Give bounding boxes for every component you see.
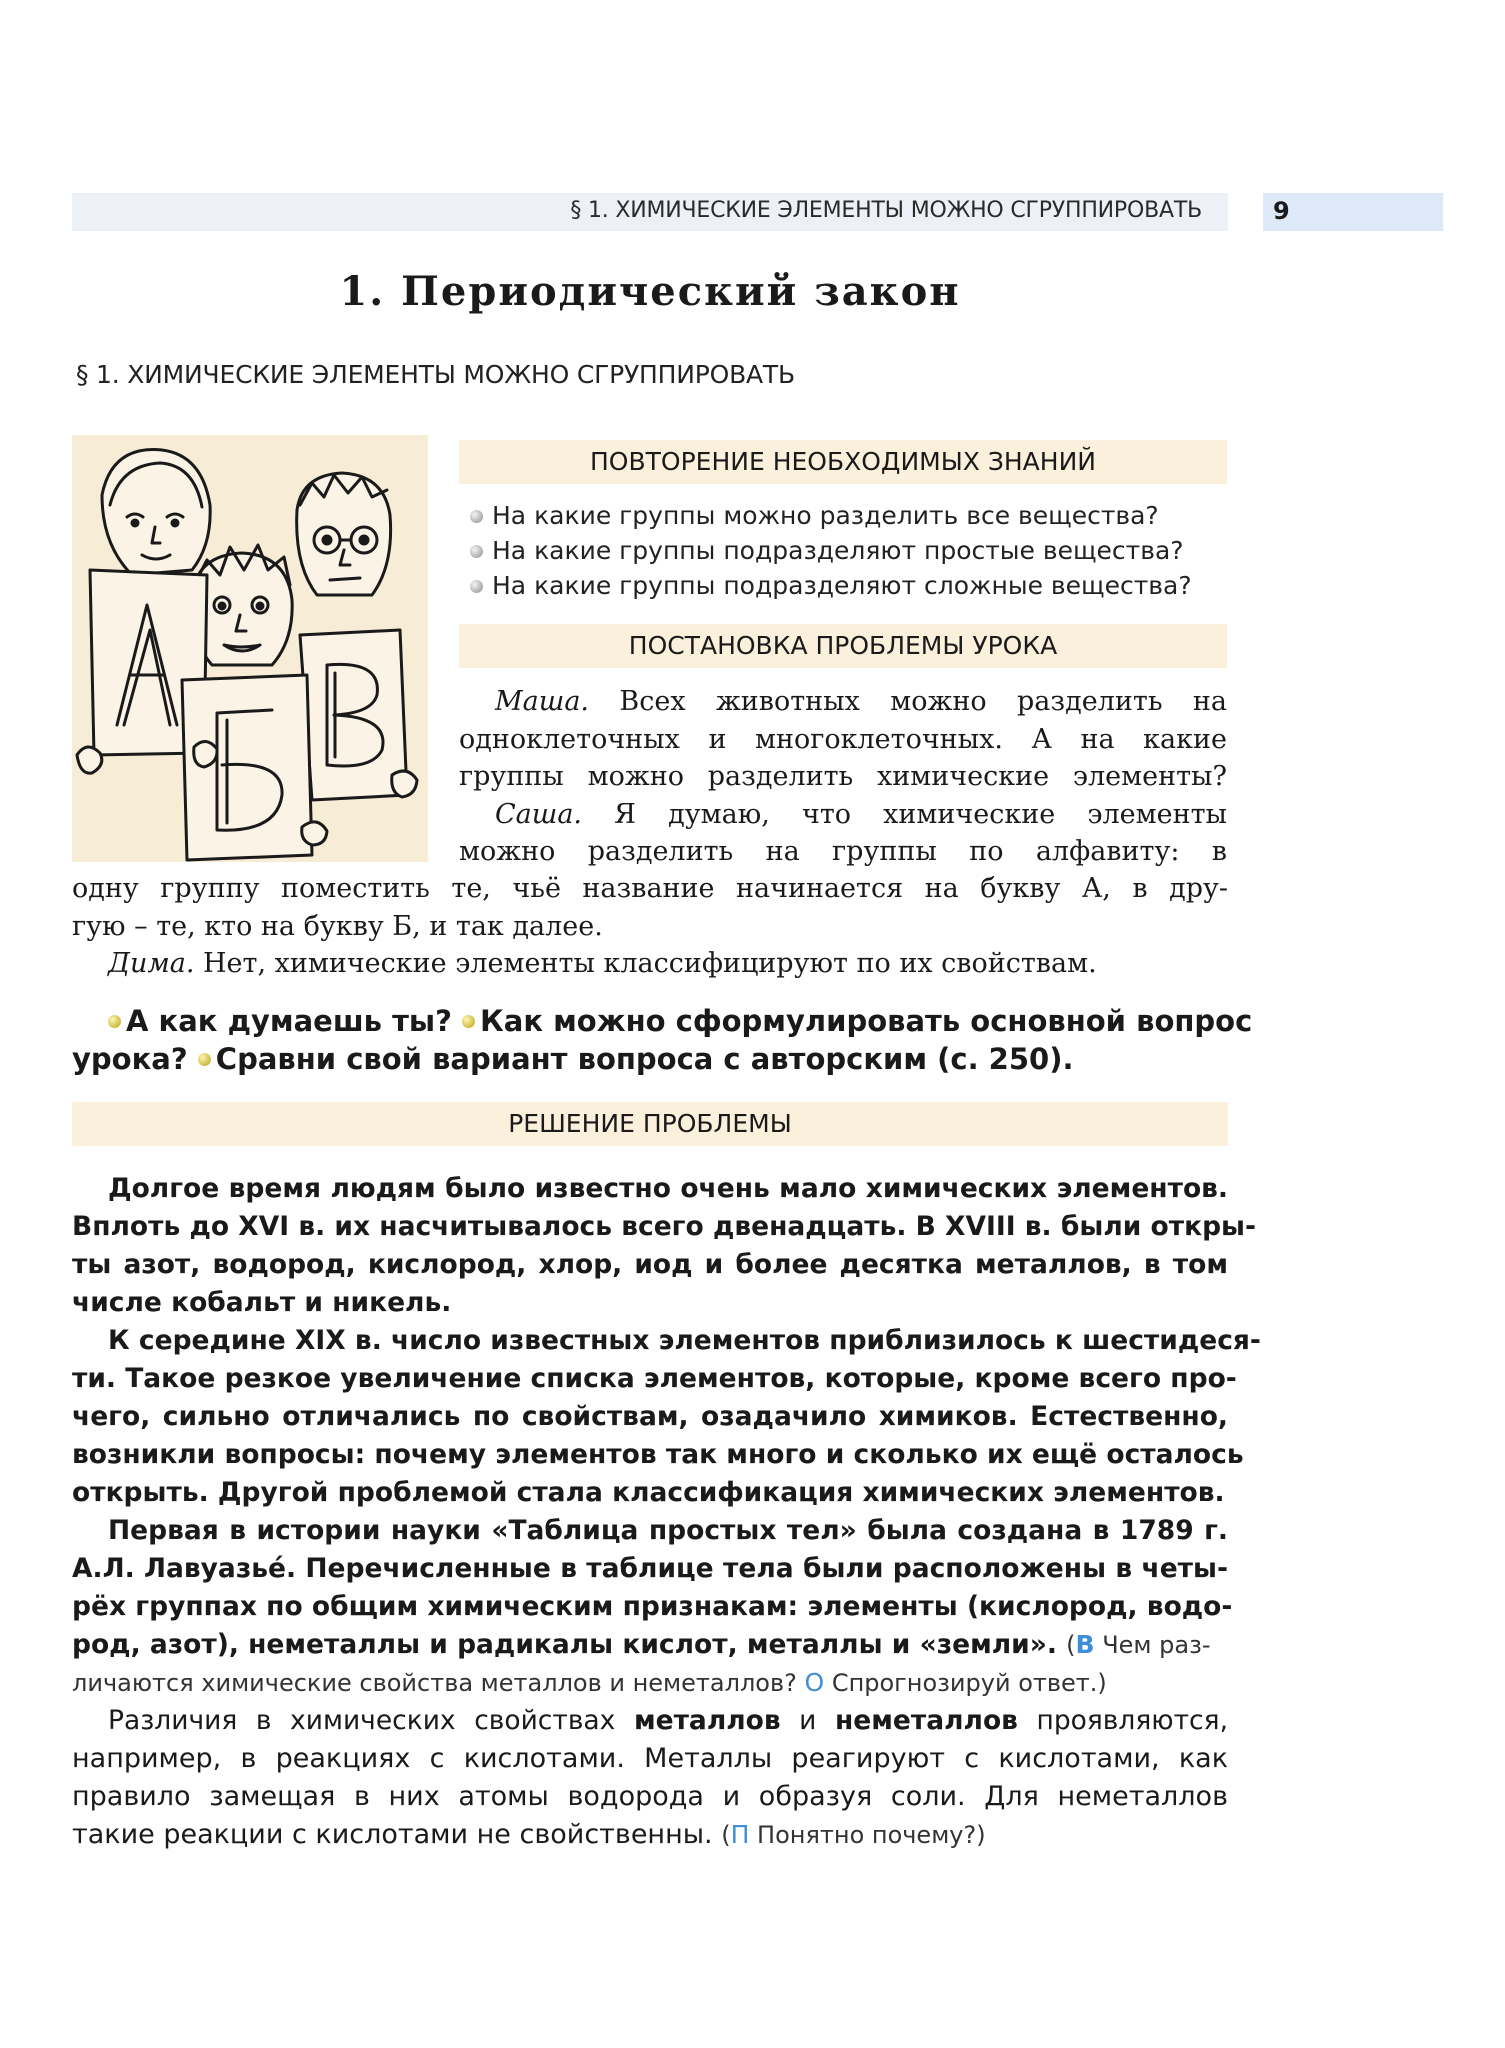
- text-line: Долгое время людям было известно очень мало химических элементов.: [108, 1173, 1228, 1204]
- dialog-full: [72, 870, 1228, 983]
- text-line: Первая в истории науки «Таблица простых тел» была создана в 1789 г.: [108, 1515, 1228, 1546]
- dialog-line: Дима. Нет, химические элементы классифицируют по их свойствам.: [108, 948, 1097, 979]
- dialog-line: одну группу поместить те, чьё название начинается на букву А, в дру-: [72, 873, 1228, 904]
- dialog-line: гую – те, кто на букву Б, и так далее.: [72, 910, 603, 942]
- text-line: такие реакции с кислотами не свойственны. (П Понятно почему?): [72, 1819, 986, 1850]
- text-line: рёх группах по общим химическим признакам: элементы (кислород, водо-: [72, 1591, 1233, 1622]
- text-line: чего, сильно отличались по свойствам, озадачило химиков. Естественно,: [72, 1401, 1228, 1432]
- review-heading: ПОВТОРЕНИЕ НЕОБХОДИМЫХ ЗНАНИЙ: [459, 440, 1227, 484]
- text-line: например, в реакциях с кислотами. Металлы реагируют с кислотами, как: [72, 1743, 1228, 1774]
- lesson-tasks: [72, 1002, 1253, 1078]
- dialog-wrapped: [459, 683, 1227, 871]
- page-number: 9: [1273, 197, 1290, 225]
- solution-body: [72, 1170, 1261, 1854]
- marker-p: П: [730, 1820, 750, 1849]
- dialog-line: одноклеточных и многоклеточных. А на какие: [459, 723, 1227, 755]
- text-line: К середине XIX в. число известных элементов приблизилось к шестидеся-: [108, 1325, 1261, 1356]
- task-line: урока? Сравни свой вариант вопроса с авторским (с. 250).: [72, 1042, 1074, 1076]
- dialog-line: можно разделить на группы по алфавиту: в: [459, 836, 1227, 867]
- text-line: ты азот, водород, кислород, хлор, иод и более десятка металлов, в том: [72, 1249, 1228, 1280]
- children-drawing: [72, 435, 428, 862]
- text-line: возникли вопросы: почему элементов так много и сколько их ещё осталось: [72, 1439, 1244, 1470]
- text-line: Вплоть до XVI в. их насчитывалось всего двенадцать. В XVIII в. были откры-: [72, 1211, 1256, 1242]
- dialog-line: Саша. Я думаю, что химические элементы: [495, 798, 1227, 830]
- marker-v: В: [1075, 1630, 1095, 1659]
- bullet-icon: [108, 1015, 121, 1028]
- children-illustration: [72, 435, 428, 862]
- text-line: А.Л. Лавуазье́. Перечисленные в таблице тела были расположены в четы-: [72, 1553, 1228, 1584]
- bullet-icon: [470, 510, 483, 523]
- marker-o: О: [804, 1668, 825, 1697]
- task-line: А как думаешь ты? Как можно сформулировать основной вопрос: [72, 1002, 1228, 1040]
- term-nonmetals: неметаллов: [834, 1705, 1018, 1736]
- term-metals: металлов: [633, 1705, 781, 1736]
- running-header: [72, 193, 1228, 231]
- dialog-line: группы можно разделить химические элементы?: [459, 761, 1227, 792]
- review-question: На какие группы подразделяют простые вещества?: [470, 533, 1192, 568]
- running-header-title: § 1. ХИМИЧЕСКИЕ ЭЛЕМЕНТЫ МОЖНО СГРУППИРОВАТЬ: [570, 198, 1202, 223]
- solution-heading: РЕШЕНИЕ ПРОБЛЕМЫ: [72, 1102, 1228, 1146]
- section-title: § 1. ХИМИЧЕСКИЕ ЭЛЕМЕНТЫ МОЖНО СГРУППИРОВАТЬ: [76, 360, 795, 389]
- review-questions: [470, 498, 1192, 603]
- text-line: род, азот), неметаллы и радикалы кислот, металлы и «земли». (В Чем раз-: [72, 1629, 1211, 1660]
- text-line: ти. Такое резкое увеличение списка элементов, которые, кроме всего про-: [72, 1363, 1237, 1394]
- text-line: Различия в химических свойствах металлов и неметаллов проявляются,: [108, 1705, 1228, 1736]
- text-line: правило замещая в них атомы водорода и образуя соли. Для неметаллов: [72, 1781, 1228, 1812]
- bullet-icon: [470, 545, 483, 558]
- bullet-icon: [470, 580, 483, 593]
- text-line: открыть. Другой проблемой стала классификация химических элементов.: [72, 1477, 1225, 1508]
- problem-heading: ПОСТАНОВКА ПРОБЛЕМЫ УРОКА: [459, 624, 1227, 668]
- text-line: числе кобальт и никель.: [72, 1287, 452, 1318]
- chapter-title: 1. Периодический закон: [339, 268, 961, 315]
- text-line: личаются химические свойства металлов и неметаллов? О Спрогнозируй ответ.): [72, 1668, 1107, 1697]
- review-question: На какие группы подразделяют сложные вещества?: [470, 568, 1192, 603]
- dialog-line: Маша. Всех животных можно разделить на: [495, 686, 1227, 717]
- bullet-icon: [198, 1053, 211, 1066]
- review-question: На какие группы можно разделить все вещества?: [470, 498, 1192, 533]
- bullet-icon: [462, 1015, 475, 1028]
- page-number-box: [1263, 193, 1443, 231]
